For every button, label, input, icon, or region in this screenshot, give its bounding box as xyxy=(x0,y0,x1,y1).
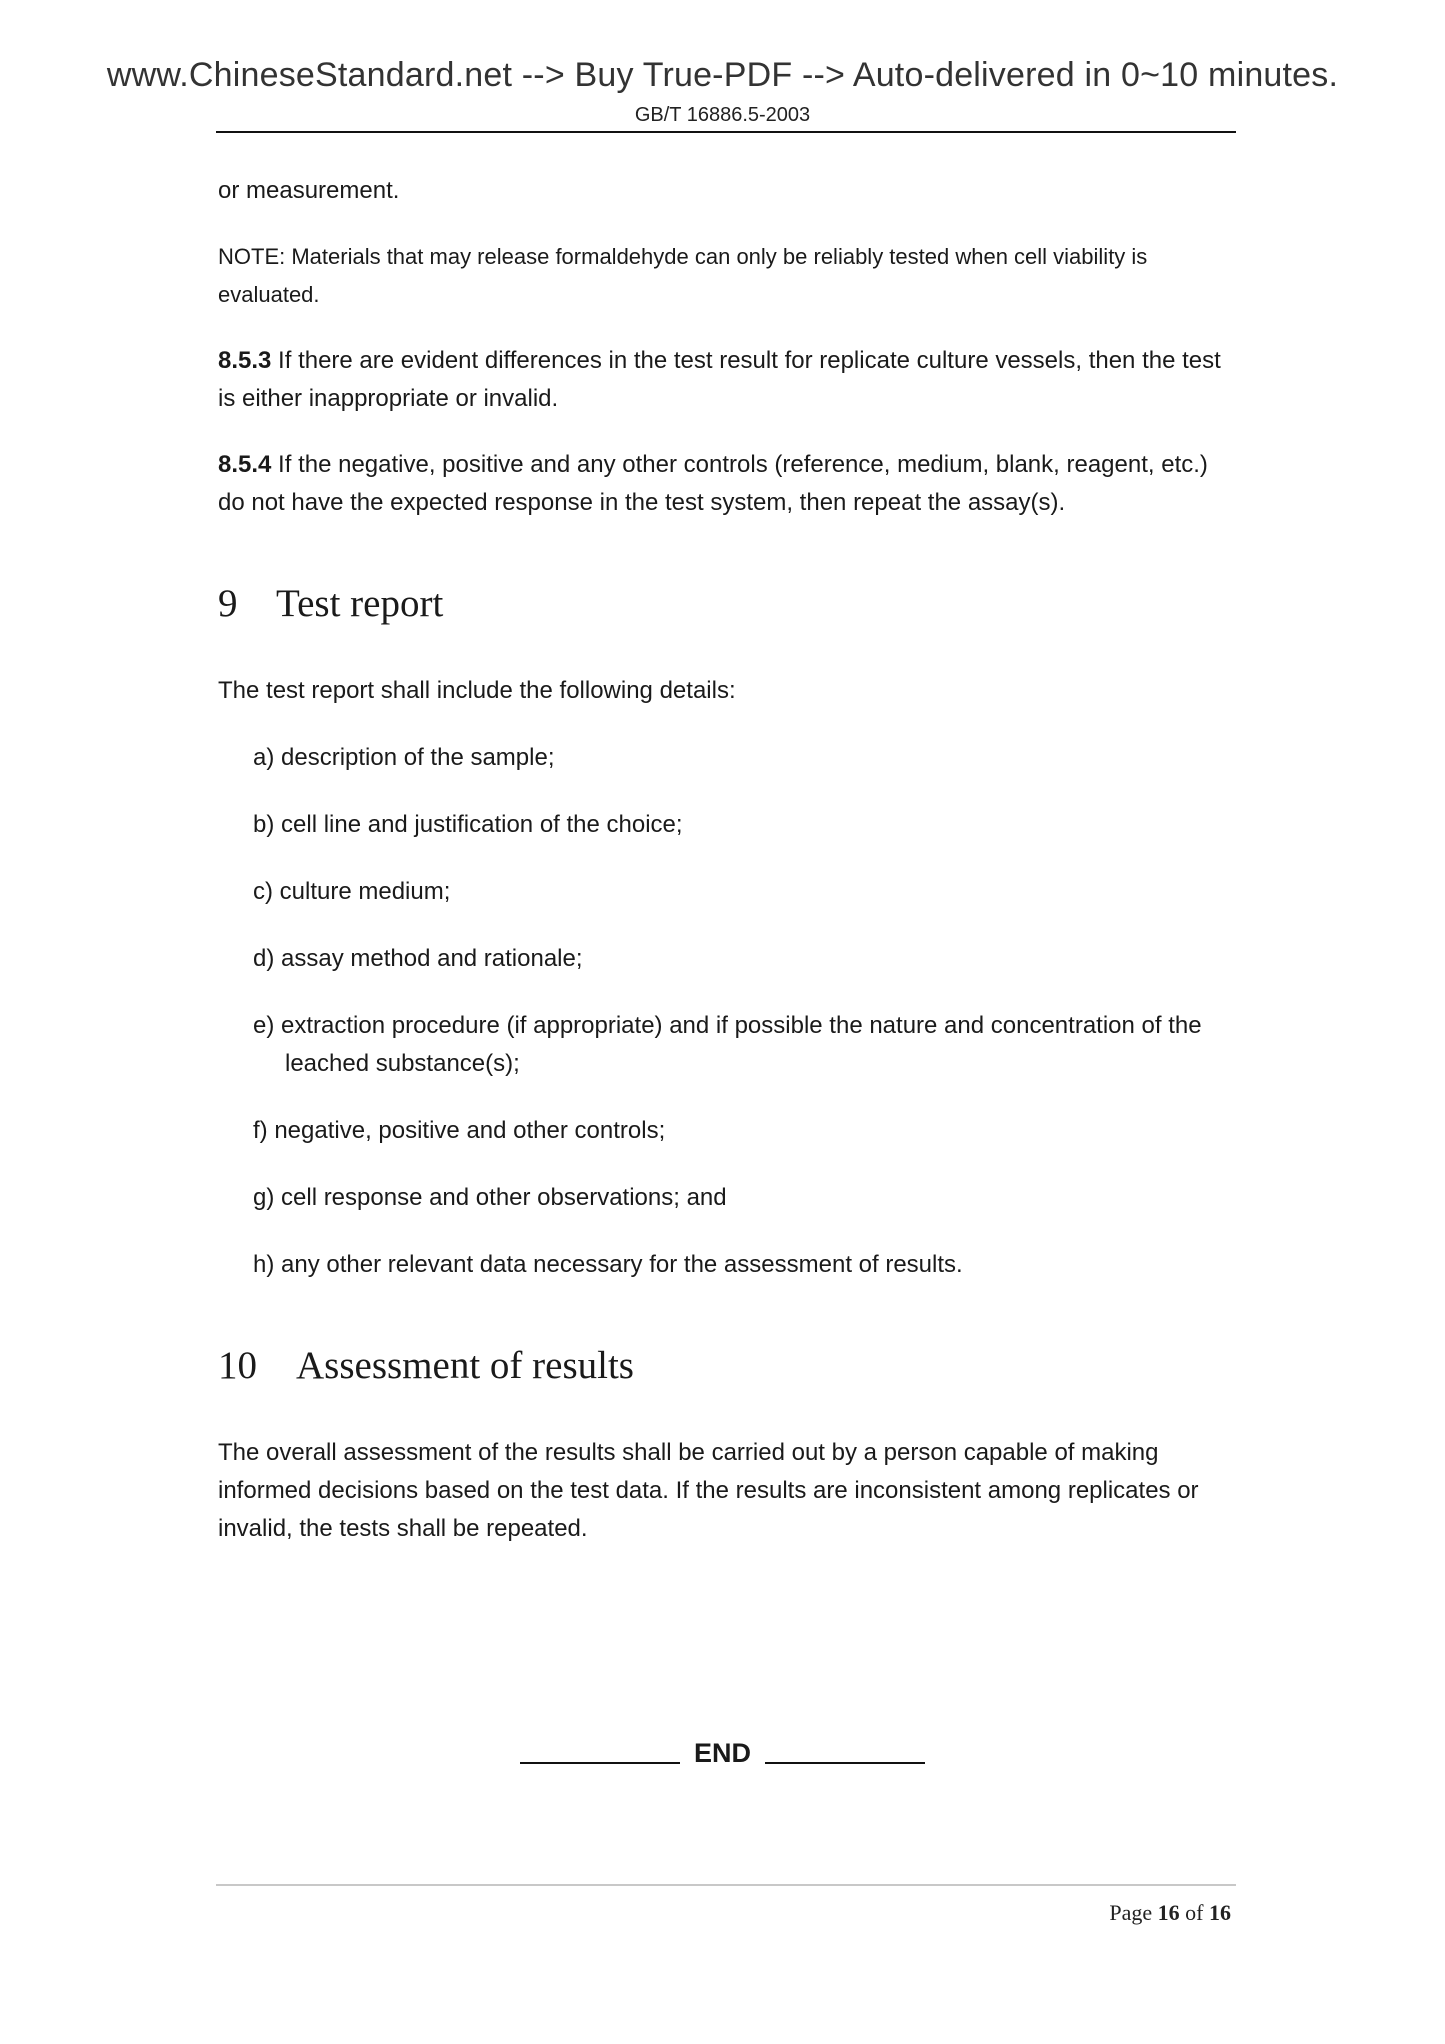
end-marker xyxy=(0,1738,1445,1769)
clause-text: If the negative, positive and any other controls (reference, medium, blank, reagent, etc.) do not have the expected response in the test system, then repeat the assay(s). xyxy=(218,451,1208,516)
page-number xyxy=(1109,1900,1231,1926)
page-content xyxy=(218,172,1232,1548)
note-text: NOTE: Materials that may release formaldehyde can only be reliably tested when cell viability is evaluated. xyxy=(218,244,1148,307)
end-rule-left xyxy=(520,1762,680,1764)
end-rule-right xyxy=(765,1762,925,1764)
header-divider xyxy=(216,131,1236,133)
report-details-list xyxy=(218,739,1232,1284)
section-10-heading xyxy=(218,1342,1232,1390)
section-10-text: The overall assessment of the results shall be carried out by a person capable of making informed decisions based on the test data. If the results are inconsistent among replicates or invalid, the tests shall be repeated. xyxy=(218,1439,1199,1542)
list-item: h) any other relevant data necessary for the assessment of results. xyxy=(253,1251,963,1278)
list-item: b) cell line and justification of the choice; xyxy=(253,811,683,838)
section-number: 10 xyxy=(218,1344,257,1387)
list-item: f) negative, positive and other controls; xyxy=(253,1117,666,1144)
current-page: 16 xyxy=(1157,1900,1180,1925)
list-item: a) description of the sample; xyxy=(253,744,555,771)
section-title: Assessment of results xyxy=(296,1344,634,1387)
end-label: END xyxy=(693,1738,751,1768)
section-9-heading xyxy=(218,580,1232,628)
list-item: d) assay method and rationale; xyxy=(253,945,583,972)
clause-text: If there are evident differences in the test result for replicate culture vessels, then the test is either inappropriate or invalid. xyxy=(218,347,1221,412)
footer-divider xyxy=(216,1884,1236,1886)
total-pages: 16 xyxy=(1209,1900,1231,1925)
clause-number: 8.5.3 xyxy=(218,347,272,374)
continuation-text: or measurement. xyxy=(218,177,400,204)
list-item: g) cell response and other observations; and xyxy=(253,1184,727,1211)
section-number: 9 xyxy=(218,582,238,625)
standard-code: GB/T 16886.5-2003 xyxy=(634,104,811,126)
page-label: Page xyxy=(1109,1900,1153,1925)
clause-8-5-3 xyxy=(218,342,1232,418)
clause-8-5-4 xyxy=(218,446,1232,522)
list-item: c) culture medium; xyxy=(253,878,451,905)
of-label: of xyxy=(1185,1900,1204,1925)
section-9-intro: The test report shall include the following details: xyxy=(218,677,736,704)
section-title: Test report xyxy=(276,582,444,625)
clause-number: 8.5.4 xyxy=(218,451,272,478)
list-item: e) extraction procedure (if appropriate) and if possible the nature and concentration of the leached substance(s); xyxy=(253,1012,1202,1077)
source-banner: www.ChineseStandard.net --> Buy True-PDF --> Auto-delivered in 0~10 minutes. xyxy=(106,56,1339,94)
